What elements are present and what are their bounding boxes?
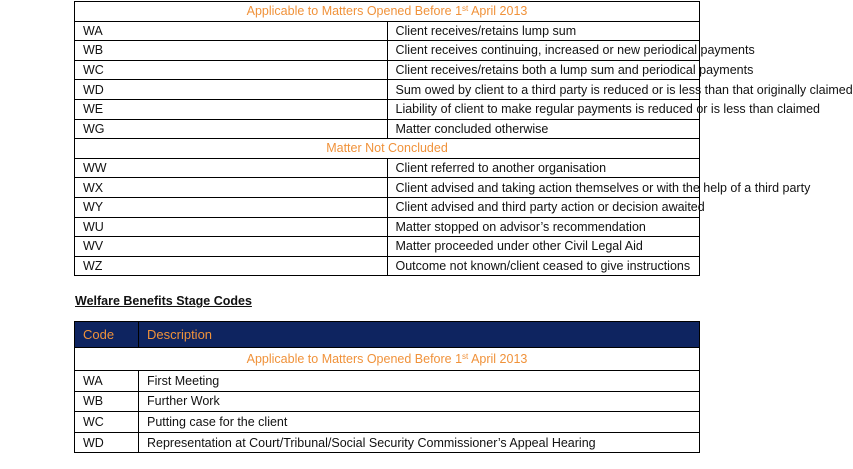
code-cell: WU bbox=[75, 217, 388, 237]
description-cell: Matter proceeded under other Civil Legal Aid bbox=[387, 237, 700, 257]
code-cell: WW bbox=[75, 158, 388, 178]
description-cell: Client receives/retains lump sum bbox=[387, 21, 700, 41]
code-cell: WZ bbox=[75, 256, 388, 276]
table-row bbox=[75, 80, 700, 100]
table-row bbox=[75, 217, 700, 237]
code-cell: WY bbox=[75, 197, 388, 217]
table-row bbox=[75, 256, 700, 276]
description-cell: Client advised and taking action themselves or with the help of a third party bbox=[387, 178, 700, 198]
table-row bbox=[75, 412, 700, 433]
code-cell: WB bbox=[75, 391, 139, 412]
code-cell: WA bbox=[75, 21, 388, 41]
table-row bbox=[75, 158, 700, 178]
section-row bbox=[75, 2, 700, 22]
table-row bbox=[75, 237, 700, 257]
description-cell: Client receives/retains both a lump sum and periodical payments bbox=[387, 60, 700, 80]
table-row bbox=[75, 99, 700, 119]
description-cell: Client advised and third party action or decision awaited bbox=[387, 197, 700, 217]
description-cell: Further Work bbox=[139, 391, 700, 412]
table-header-row bbox=[75, 322, 700, 348]
stage-codes-table bbox=[74, 321, 700, 453]
section-row bbox=[75, 348, 700, 371]
section-title-date: April 2013 bbox=[468, 352, 528, 366]
description-cell: Client receives continuing, increased or new periodical payments bbox=[387, 41, 700, 61]
column-header-description: Description bbox=[139, 322, 700, 348]
table-row bbox=[75, 119, 700, 139]
section-title-applicable bbox=[75, 348, 700, 371]
section-title-text: Applicable to Matters Opened Before 1 bbox=[246, 352, 463, 366]
code-cell: WB bbox=[75, 41, 388, 61]
section-title-applicable bbox=[75, 2, 700, 22]
code-cell: WC bbox=[75, 412, 139, 433]
table-row bbox=[75, 391, 700, 412]
code-cell: WA bbox=[75, 371, 139, 392]
code-cell: WD bbox=[75, 432, 139, 453]
table-row bbox=[75, 21, 700, 41]
description-cell: Matter stopped on advisor’s recommendation bbox=[387, 217, 700, 237]
description-cell: Sum owed by client to a third party is reduced or is less than that originally claimed bbox=[387, 80, 700, 100]
section-title-date: April 2013 bbox=[468, 4, 528, 19]
code-cell: WG bbox=[75, 119, 388, 139]
section-title-not-concluded: Matter Not Concluded bbox=[75, 139, 700, 159]
description-cell: Representation at Court/Tribunal/Social Security Commissioner’s Appeal Hearing bbox=[139, 432, 700, 453]
table-row bbox=[75, 178, 700, 198]
code-cell: WE bbox=[75, 99, 388, 119]
description-cell: First Meeting bbox=[139, 371, 700, 392]
code-cell: WX bbox=[75, 178, 388, 198]
code-cell: WD bbox=[75, 80, 388, 100]
description-cell: Outcome not known/client ceased to give instructions bbox=[387, 256, 700, 276]
code-cell: WV bbox=[75, 237, 388, 257]
code-cell: WC bbox=[75, 60, 388, 80]
description-cell: Matter concluded otherwise bbox=[387, 119, 700, 139]
ordinal-suffix: st bbox=[462, 352, 469, 361]
section-heading: Welfare Benefits Stage Codes bbox=[75, 294, 252, 308]
description-cell: Liability of client to make regular payments is reduced or is less than claimed bbox=[387, 99, 700, 119]
outcome-codes-table bbox=[74, 1, 853, 276]
section-title-text: Applicable to Matters Opened Before 1 bbox=[246, 4, 463, 19]
column-header-code: Code bbox=[75, 322, 139, 348]
table-row bbox=[75, 197, 700, 217]
table-row bbox=[75, 371, 700, 392]
description-cell: Client referred to another organisation bbox=[387, 158, 700, 178]
table-row bbox=[75, 60, 700, 80]
section-row bbox=[75, 139, 700, 159]
description-cell: Putting case for the client bbox=[139, 412, 700, 433]
table-row bbox=[75, 432, 700, 453]
ordinal-suffix: st bbox=[462, 4, 469, 14]
table-row bbox=[75, 41, 700, 61]
